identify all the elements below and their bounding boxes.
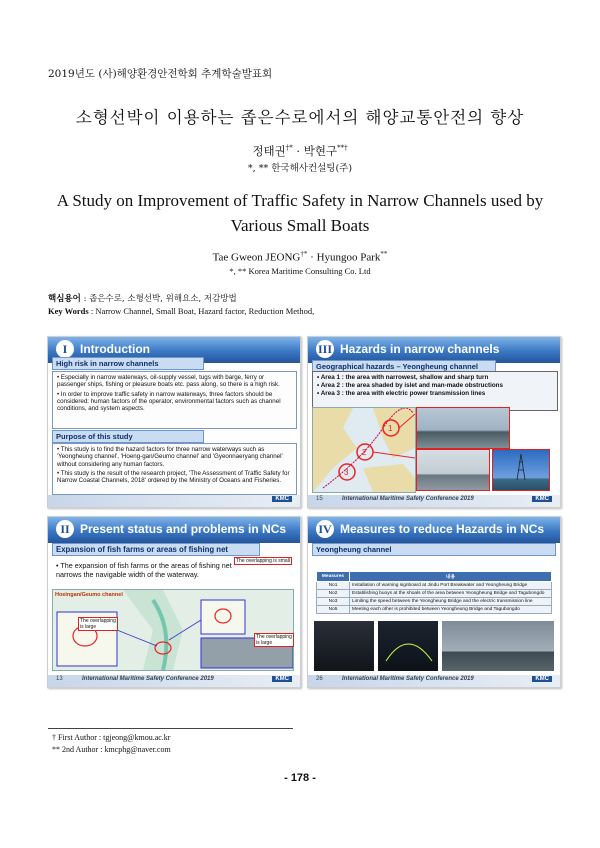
photo-night-signboard xyxy=(378,621,438,671)
slide-subheading: Geographical hazards – Yeongheung channel xyxy=(312,360,496,373)
slide-number-badge: I xyxy=(56,340,74,358)
slide-footer xyxy=(48,495,300,507)
photo-vessel xyxy=(442,621,554,671)
table-row: No1 Installation of warning signboard at Jindu Port Breakwater and Yeongheung Bridge xyxy=(317,582,552,590)
bullet-box: • Especially in narrow waterways, oil-supply vessel, tugs with barge, ferry or passenger ships, fishing or pleasure boats etc. pass along, so there is a high risk. • In order to improve traffic safety in narrow waterways, three factors should be considered: human factors of the operator, environmental factors such as channel conditions, and system aspects. xyxy=(52,371,297,429)
korean-title: 소형선박이 이용하는 좁은수로에서의 해양교통안전의 향상 xyxy=(75,108,525,127)
footnote-first-author: † First Author : tgjeong@kmou.ac.kr xyxy=(52,733,171,742)
keywords-english: Key Words : Narrow Channel, Small Boat, Hazard factor, Reduction Method, xyxy=(48,306,315,316)
slide-subheading: Purpose of this study xyxy=(52,430,204,443)
callout-large-overlap: The overlapping is large xyxy=(78,617,118,631)
kmc-logo: KMC xyxy=(272,496,292,502)
table-row: No5 Meeting each other is prohibited between Yeongheung Bridge and Tagubongdo xyxy=(317,606,552,614)
slide-footer: 15 International Maritime Safety Conference 2019 KMC xyxy=(308,495,560,507)
slide-subheading: Yeongheung channel xyxy=(312,543,556,556)
slide-title: Introduction xyxy=(80,342,150,356)
slide-bullet: • The expansion of fish farms or the areas of fishing net narrows the navigable width of the waterway. xyxy=(56,561,232,579)
keywords-korean: 핵심용어 : 좁은수로, 소형선박, 위해요소, 저감방법 xyxy=(48,294,237,304)
table-row: No3 Limiting the speed between the Yeongheung Bridge and the electric transmission line xyxy=(317,598,552,606)
english-title: A Study on Improvement of Traffic Safety in Narrow Channels used by Various Small Boats xyxy=(56,191,544,235)
table-row: No2 Establishing buoys at the shoals of the area between Yeongheung Bridge and Tagubongdo xyxy=(317,590,552,598)
callout-large-overlap: The overlapping is large xyxy=(254,633,294,647)
slide-subheading: High risk in narrow channels xyxy=(52,357,204,370)
slide-introduction xyxy=(47,336,301,508)
korean-authors: 정태권†* · 박현구**† xyxy=(252,144,348,158)
slide-hazards xyxy=(307,336,561,508)
korean-affiliation: *, ** 한국해사컨설팅(주) xyxy=(247,163,353,174)
conference-header: 2019년도 (사)해양환경안전학회 추계학술발표회 xyxy=(48,68,273,80)
slide-subheading: Expansion of fish farms or areas of fishing net xyxy=(52,543,260,556)
bullet-box: • This study is to find the hazard factors for three narrow waterways such as 'Yeongheung channel', 'Hoeng-gan/Geumo channel' and 'Gyeonnaeryang channel' without considering any human factors. • This study is the result of the research project, 'The Assessment of Traffic Safety for Narrow Coastal Channels, 2018' ordered by the Ministry of Oceans and Fisheries. xyxy=(52,443,297,495)
slide-title: Hazards in narrow channels xyxy=(340,342,500,356)
hazard-area-list: • Area 1 : the area with narrowest, shallow and sharp turn • Area 2 : the area shaded by islet and man-made obstructions • Area 3 : the area with electric power transmission lines xyxy=(312,371,558,411)
photo-night-port xyxy=(314,621,374,671)
photo-bridge-area xyxy=(416,407,510,449)
english-authors: Tae Gweon JEONG†* · Hyungoo Park** xyxy=(212,250,388,264)
photo-islet-area xyxy=(416,449,490,491)
nautical-chart-image xyxy=(312,407,416,493)
slide-measures xyxy=(307,516,561,688)
area-marker-2: 2 xyxy=(362,448,367,457)
area-marker-3: 3 xyxy=(344,468,349,477)
footnote-divider xyxy=(48,728,293,729)
slide-footer: 26 International Maritime Safety Conference 2019 KMC xyxy=(308,675,560,687)
kmc-logo: KMC xyxy=(272,676,292,682)
slide-number-badge: III xyxy=(317,342,332,356)
slide-number-badge: IV xyxy=(316,520,334,538)
slide-number-badge: II xyxy=(56,520,74,538)
english-affiliation: *, ** Korea Maritime Consulting Co. Ltd xyxy=(229,266,371,276)
slide-present-status xyxy=(47,516,301,688)
measures-table: Measures 내용 No1 Installation of warning signboard at Jindu Port Breakwater and Yeongheung Bridge No2 Establishing buoys at the shoals of the area between Yeongheung Bridge and Tagubongdo No3 Limiting the speed between the Yeongheung Bridge and the electric transmission line No5 Meeting each other is prohibited between Yeongheung Bridge and Tagubongdo xyxy=(316,571,552,614)
kmc-logo: KMC xyxy=(532,676,552,682)
map-label: Hoeingan/Geumo channel xyxy=(55,592,123,598)
callout-small-overlap: The overlapping is small xyxy=(236,558,290,564)
slide-title: Present status and problems in NCs xyxy=(80,522,287,536)
footnote-second-author: ** 2nd Author : kmcphg@naver.com xyxy=(52,745,171,754)
photo-transmission-tower xyxy=(492,449,550,491)
slide-footer: 13 International Maritime Safety Conference 2019 KMC xyxy=(48,675,300,687)
slide-title: Measures to reduce Hazards in NCs xyxy=(340,522,545,536)
area-marker-1: 1 xyxy=(388,424,393,433)
page-number: - 178 - xyxy=(284,772,316,784)
kmc-logo: KMC xyxy=(532,496,552,502)
